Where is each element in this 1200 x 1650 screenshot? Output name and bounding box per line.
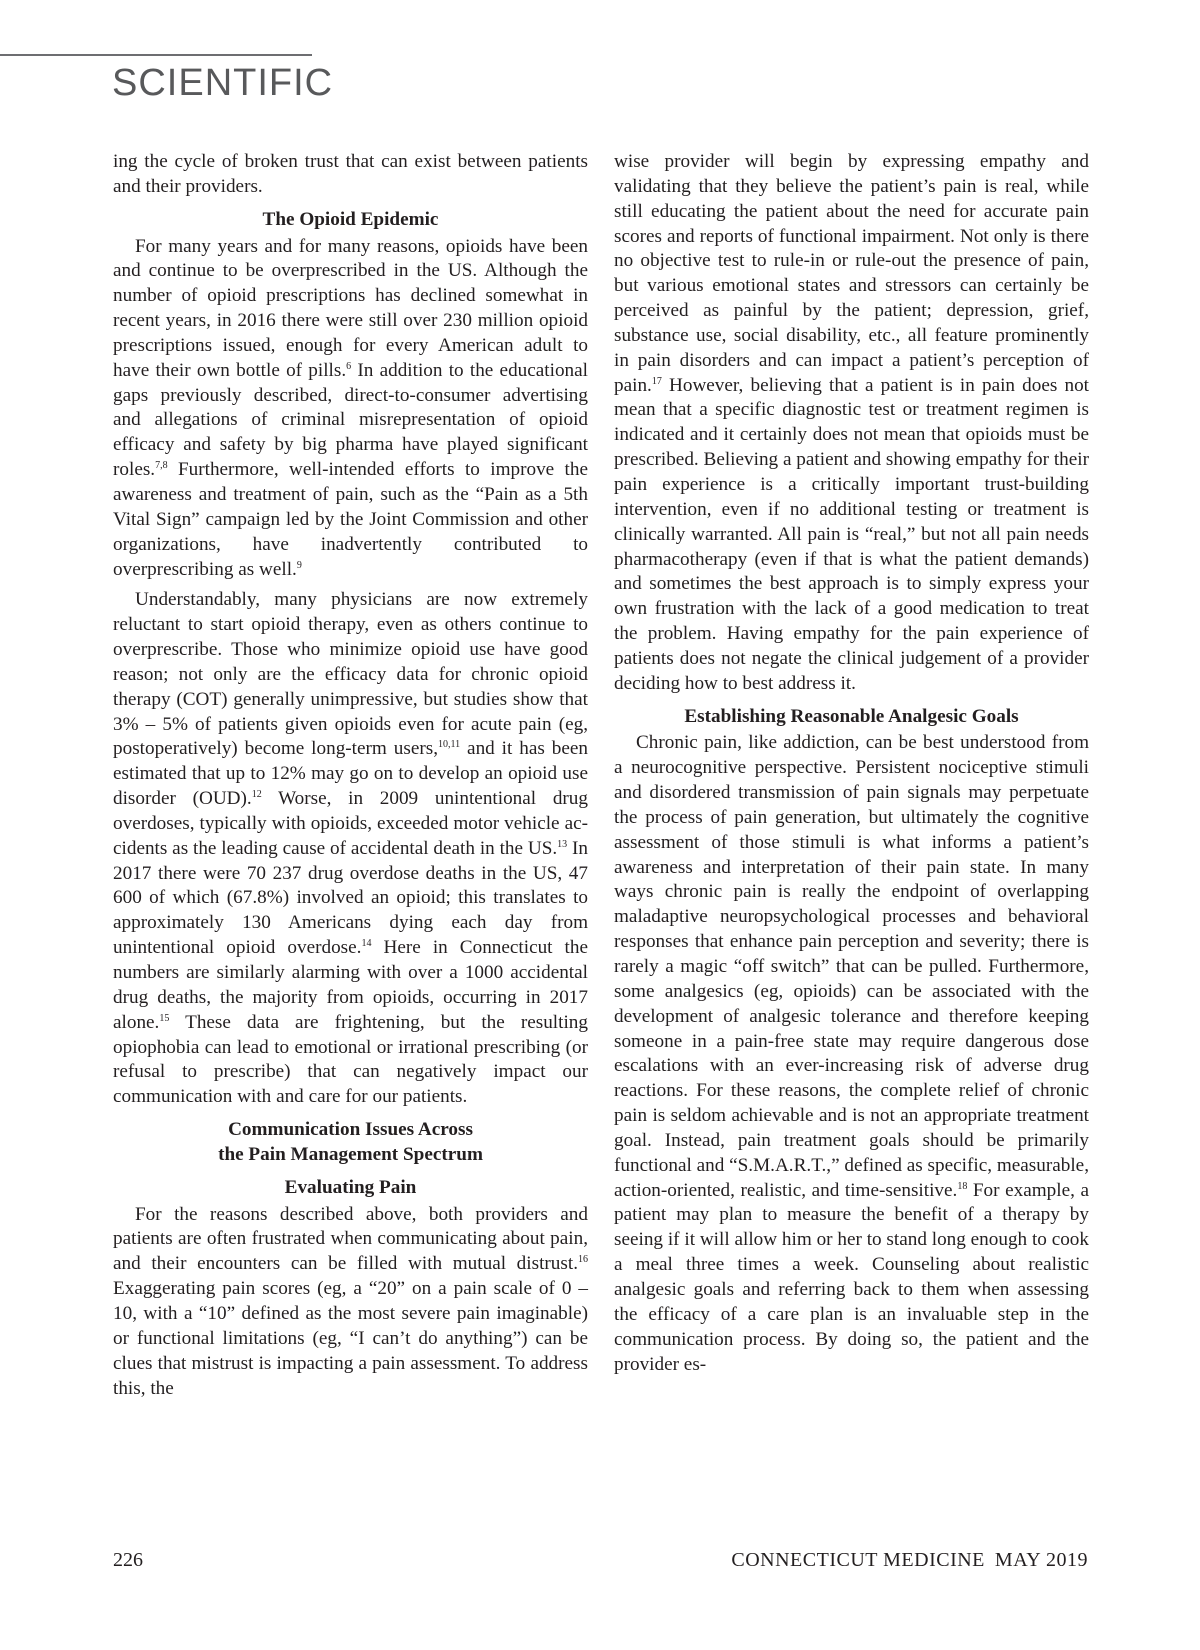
citation-ref: 12 (251, 789, 262, 801)
citation-ref: 16 (578, 1254, 588, 1266)
right-column (614, 150, 1089, 1383)
citation-ref: 18 (957, 1180, 968, 1192)
paragraph: For many years and for many reasons, opioids have been and continue to be overprescribed in the US. Although the number of opioid prescriptions has declined somewhat in recent years, in 2016 there were still over 230 million opioid prescriptions issued, enough for every American adult to have their own bottle of pills.$^6$ In addition to the educational gaps previously described, direct-to-consumer advertising and allegations of criminal misrepresentation of opioid efficacy and safety by big pharma have played significant roles.$^{7,8}$ Furthermore, well-intended efforts to improve the awareness and treatment of pain, such as the “Pain as a 5th Vital Sign” campaign led by the Joint Commission and other organizations, have inadvertently contributed to overprescribing as well.$^9$ (113, 235, 588, 580)
citation-ref: 14 (361, 938, 372, 950)
header-rule (0, 54, 312, 56)
subsection-heading-analgesic-goals: Establishing Reasonable Analgesic Goals (684, 705, 1019, 727)
page-number: 226 (113, 1549, 143, 1571)
paragraph: ing the cycle of broken trust that can exist between patients and their providers. (113, 151, 588, 197)
section-heading-opioid-epidemic: The Opioid Epidemic (262, 208, 439, 230)
citation-ref: 6 (346, 360, 352, 372)
journal-name: CONNECTICUT MEDICINE (731, 1549, 985, 1571)
citation-ref: 15 (159, 1012, 170, 1024)
citation-ref: 9 (296, 559, 302, 571)
left-column (113, 150, 588, 1407)
journal-info (731, 1549, 1088, 1572)
citation-ref: 13 (557, 838, 568, 850)
citation-ref: 7,8 (155, 460, 168, 472)
section-label: SCIENTIFIC (112, 62, 334, 104)
section-heading-communication-issues: Communication Issues Across the Pain Management Spectrum (218, 1119, 483, 1165)
subsection-heading-evaluating-pain: Evaluating Pain (284, 1176, 417, 1198)
paragraph: Understandably, many physicians are now extremely reluctant to start opioid therapy, even as others continue to overprescribe. Those who minimize opioid use have good reason; not only are the efficacy data for chronic opioid therapy (COT) generally unimpressive, but studies show that 3% – 5% of patients given opioids even for acute pain (eg, postoperatively) become long-term users,$^{10,11}$ and it has been estimated that up to 12% may go on to develop an opioid use disorder (OUD).$^{12}$ Worse, in 2009 unintentional drug overdoses, typically with opioids, exceeded motor vehicle accidents as the leading cause of accidental death in the US.$^{13}$ In 2017 there were 70 237 drug overdose deaths in the US, 47 600 of which (67.8%) involved an opioid; this translates to approximately 130 Americans dying each day from unintentional opioid overdose.$^{14}$ Here in Connecticut the numbers are similarly alarming with over a 1000 accidental drug deaths, the majority from opioids, occurring in 2017 alone.$^{15}$ These data are frightening, but the resulting opiophobia can lead to emotional or irrational prescribing (or refusal to prescribe) that can negatively impact our communication with and care for our patients. (113, 589, 588, 1108)
journal-issue: MAY 2019 (994, 1549, 1088, 1571)
paragraph: Chronic pain, like addiction, can be best understood from a neurocognitive perspective. Persistent nociceptive stimuli and disordered transmission of pain signals may perpetuate the process of pain generation, but ultimately the cognitive assessment of those stimuli is what informs a patient’s awareness and interpretation of their pain state. In many ways chronic pain is really the endpoint of overlapping maladaptive neuropsychological processes and behavioral responses that enhance pain perception and severity; there is rarely a magic “off switch” that can be pulled. Furthermore, some analgesics (eg, opioids) can be associated with the development of analgesic tolerance and therefore keeping someone in a pain-free state may require dangerous dose escalations with an ever-increasing risk of adverse drug reactions. For these reasons, the complete relief of chronic pain is seldom achievable and is not an appropriate treatment goal. Instead, pain treatment goals should be primarily functional and “S.M.A.R.T.,” defined as specific, measurable, action-oriented, realistic, and time-sensitive.$^{18}$ For example, a patient may plan to measure the benefit of a therapy by seeing if it will allow him or her to stand long enough to cook a meal three times a week. Counseling about realistic analgesic goals and referring back to them when assessing the efficacy of a care plan is an invaluable step in the communication process. By doing so, the patient and the provider es- (614, 732, 1089, 1375)
citation-ref: 10,11 (438, 739, 461, 751)
citation-ref: 17 (651, 375, 662, 387)
paragraph: For the reasons described above, both providers and patients are often frustrated when communicating about pain, and their encounters can be filled with mutual distrust.$^{16}$ Exaggerating pain scores (eg, a “20” on a pain scale of 0 – 10, with a “10” defined as the most severe pain imaginable) or functional limitations (eg, “I can’t do anything”) can be clues that mistrust is impacting a pain assessment. To address this, the (113, 1203, 588, 1399)
paragraph: wise provider will begin by expressing empathy and validating that they believe the patient’s pain is real, while still educating the patient about the need for accurate pain scores and reports of functional impairment. Not only is there no objective test to rule-in or rule-out the presence of pain, but various emotional states and stressors can certainly be perceived as painful by the patient; depression, grief, substance use, social disability, etc., all feature prominently in pain disorders and can impact a patient’s perception of pain.$^{17}$ However, believing that a patient is in pain does not mean that a specific diagnostic test or treatment regimen is indicated and it certainly does not mean that opioids must be prescribed. Believing a patient and showing empathy for their pain experience is a critically important trust-building intervention, even if no additional testing or treatment is clinically warranted. All pain is “real,” but not all pain needs pharmacotherapy (even if that is what the patient demands) and sometimes the best approach is to simply express your own frustration with the lack of a good medication to treat the problem. Having empathy for the pain experience of patients does not negate the clinical judgement of a provider deciding how to best address it. (614, 151, 1089, 694)
